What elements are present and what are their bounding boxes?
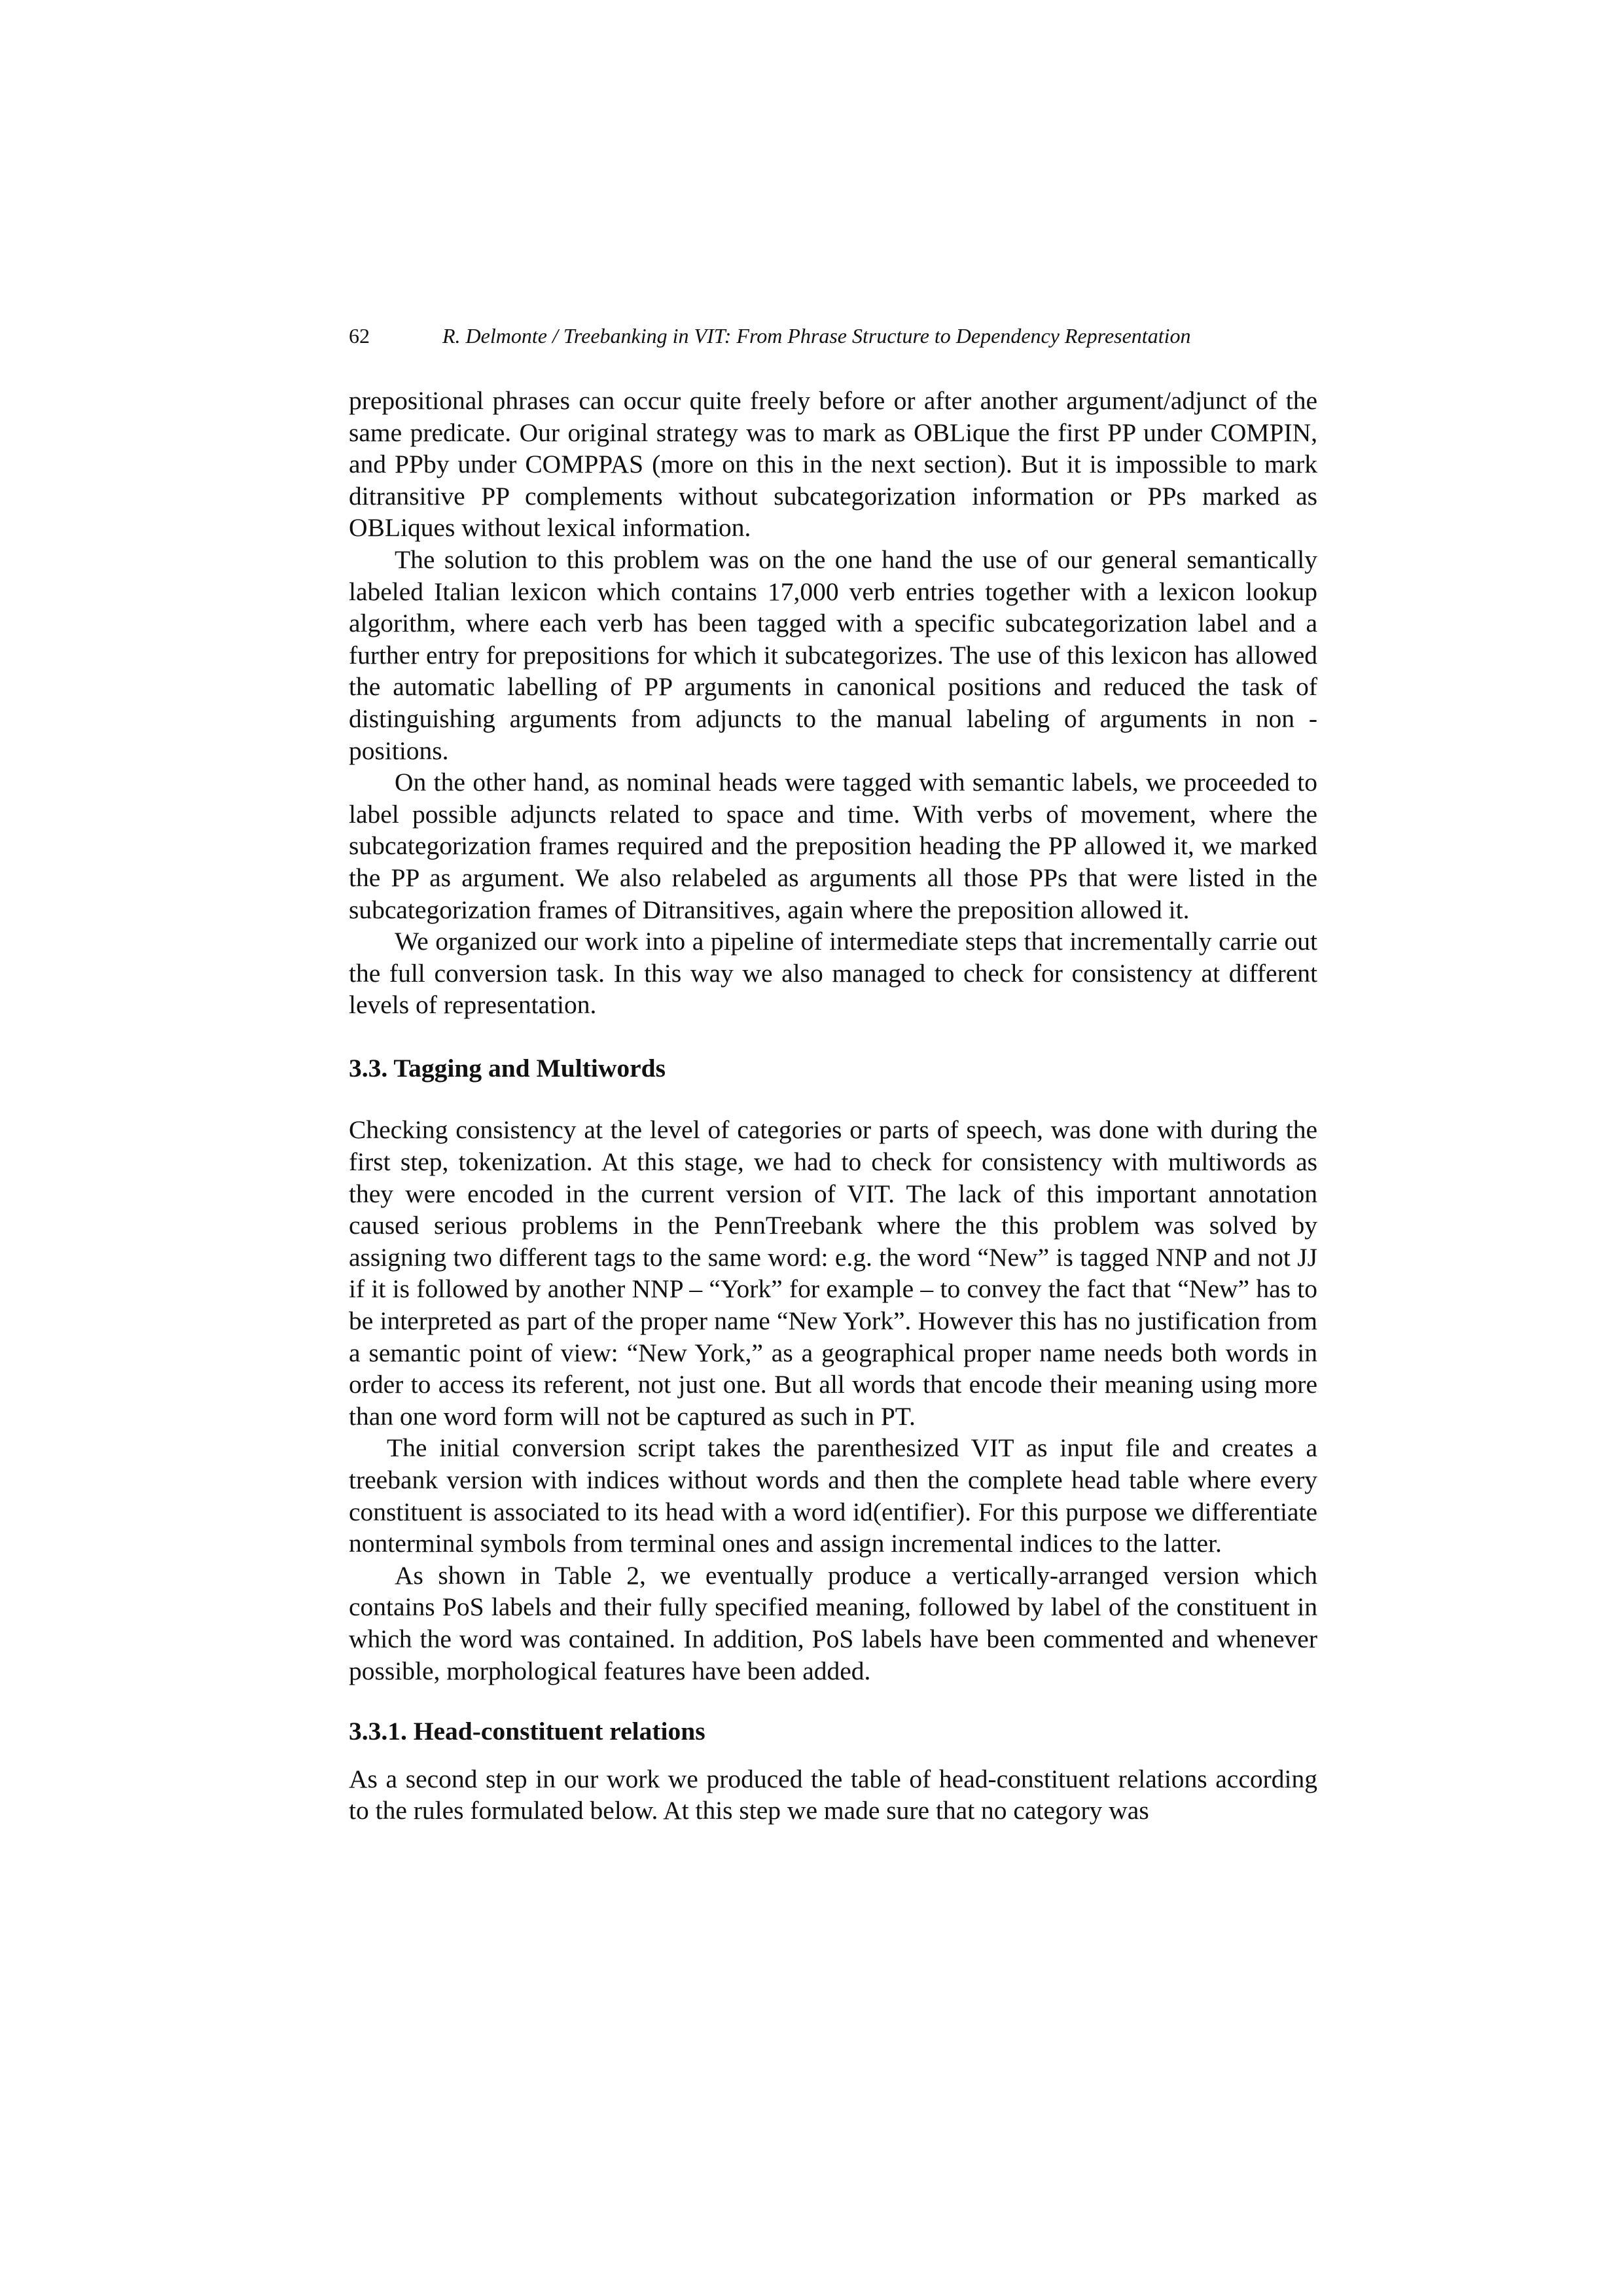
paragraph-6: The initial conversion script takes the parenthesized VIT as input file and creates a treebank version with indices without words and then the complete head table where every constituent is associated to its head with a word id(entifier). For this purpose we differentiate nonterminal symbols from terminal ones and assign incremental indices to the latter. [349,1433,1317,1558]
paragraph-3: On the other hand, as nominal heads were tagged with semantic labels, we proceeded to label possible adjuncts related to space and time. With verbs of movement, where the subcategorization frames required and the preposition heading the PP allowed it, we marked the PP as argument. We also relabeled as arguments all those PPs that were listed in the subcategorization frames of Ditransitives, again where the preposition allowed it. [349,768,1317,924]
paragraph-8: As a second step in our work we produced the table of head-constituent relations according to the rules formulated below. At this step we made sure that no category was [349,1764,1317,1825]
main-text [349,385,1317,1827]
paragraph-4: We organized our work into a pipeline of intermediate steps that incrementally carrie out the full conversion task. In this way we also managed to check for consistency at different levels of representation. [349,927,1317,1020]
paragraph-5: Checking consistency at the level of categories or parts of speech, was done with during the first step, tokenization. At this stage, we had to check for consistency with multiwords as they were encoded in the current version of VIT. The lack of this important annotation caused serious problems in the PennTreebank where the this problem was solved by assigning two different tags to the same word: e.g. the word “New” is tagged NNP and not JJ if it is followed by another NNP – “York” for example – to convey the fact that “New” has to be interpreted as part of the proper name “New York”. However this has no justification from a semantic point of view: “New York,” as a geographical proper name needs both words in order to access its referent, not just one. But all words that encode their meaning using more than one word form will not be captured as such in PT. [349,1115,1317,1431]
section-heading-3-3: 3.3. Tagging and Multiwords [349,1053,666,1083]
paragraph-1: prepositional phrases can occur quite freely before or after another argument/adjunct of the same predicate. Our original strategy was to mark as OBLique the first PP under COMPIN, and PPby under COMPPAS (more on this in the next section). But it is impossible to mark ditransitive PP complements without subcategorization information or PPs marked as OBLiques without lexical information. [349,386,1317,543]
paragraph-7: As shown in Table 2, we eventually produce a vertically-arranged version which contains PoS labels and their fully specified meaning, followed by label of the constituent in which the word was contained. In addition, PoS labels have been commented and whenever possible, morphological features have been added. [349,1560,1317,1685]
running-title: R. Delmonte / Treebanking in VIT: From Phrase Structure to Dependency Representation [442,324,1191,348]
page-number: 62 [349,324,370,348]
section-heading-3-3-1: 3.3.1. Head-constituent relations [349,1717,705,1746]
running-head [349,319,1317,352]
paragraph-2: The solution to this problem was on the one hand the use of our general semantically labeled Italian lexicon which contains 17,000 verb entries together with a lexicon lookup algorithm, where each verb has been tagged with a specific subcategorization label and a further entry for prepositions for which it subcategorizes. The use of this lexicon has allowed the automatic labelling of PP arguments in canonical positions and reduced the task of distinguishing arguments from adjuncts to the manual labeling of arguments in non -positions. [349,545,1317,765]
